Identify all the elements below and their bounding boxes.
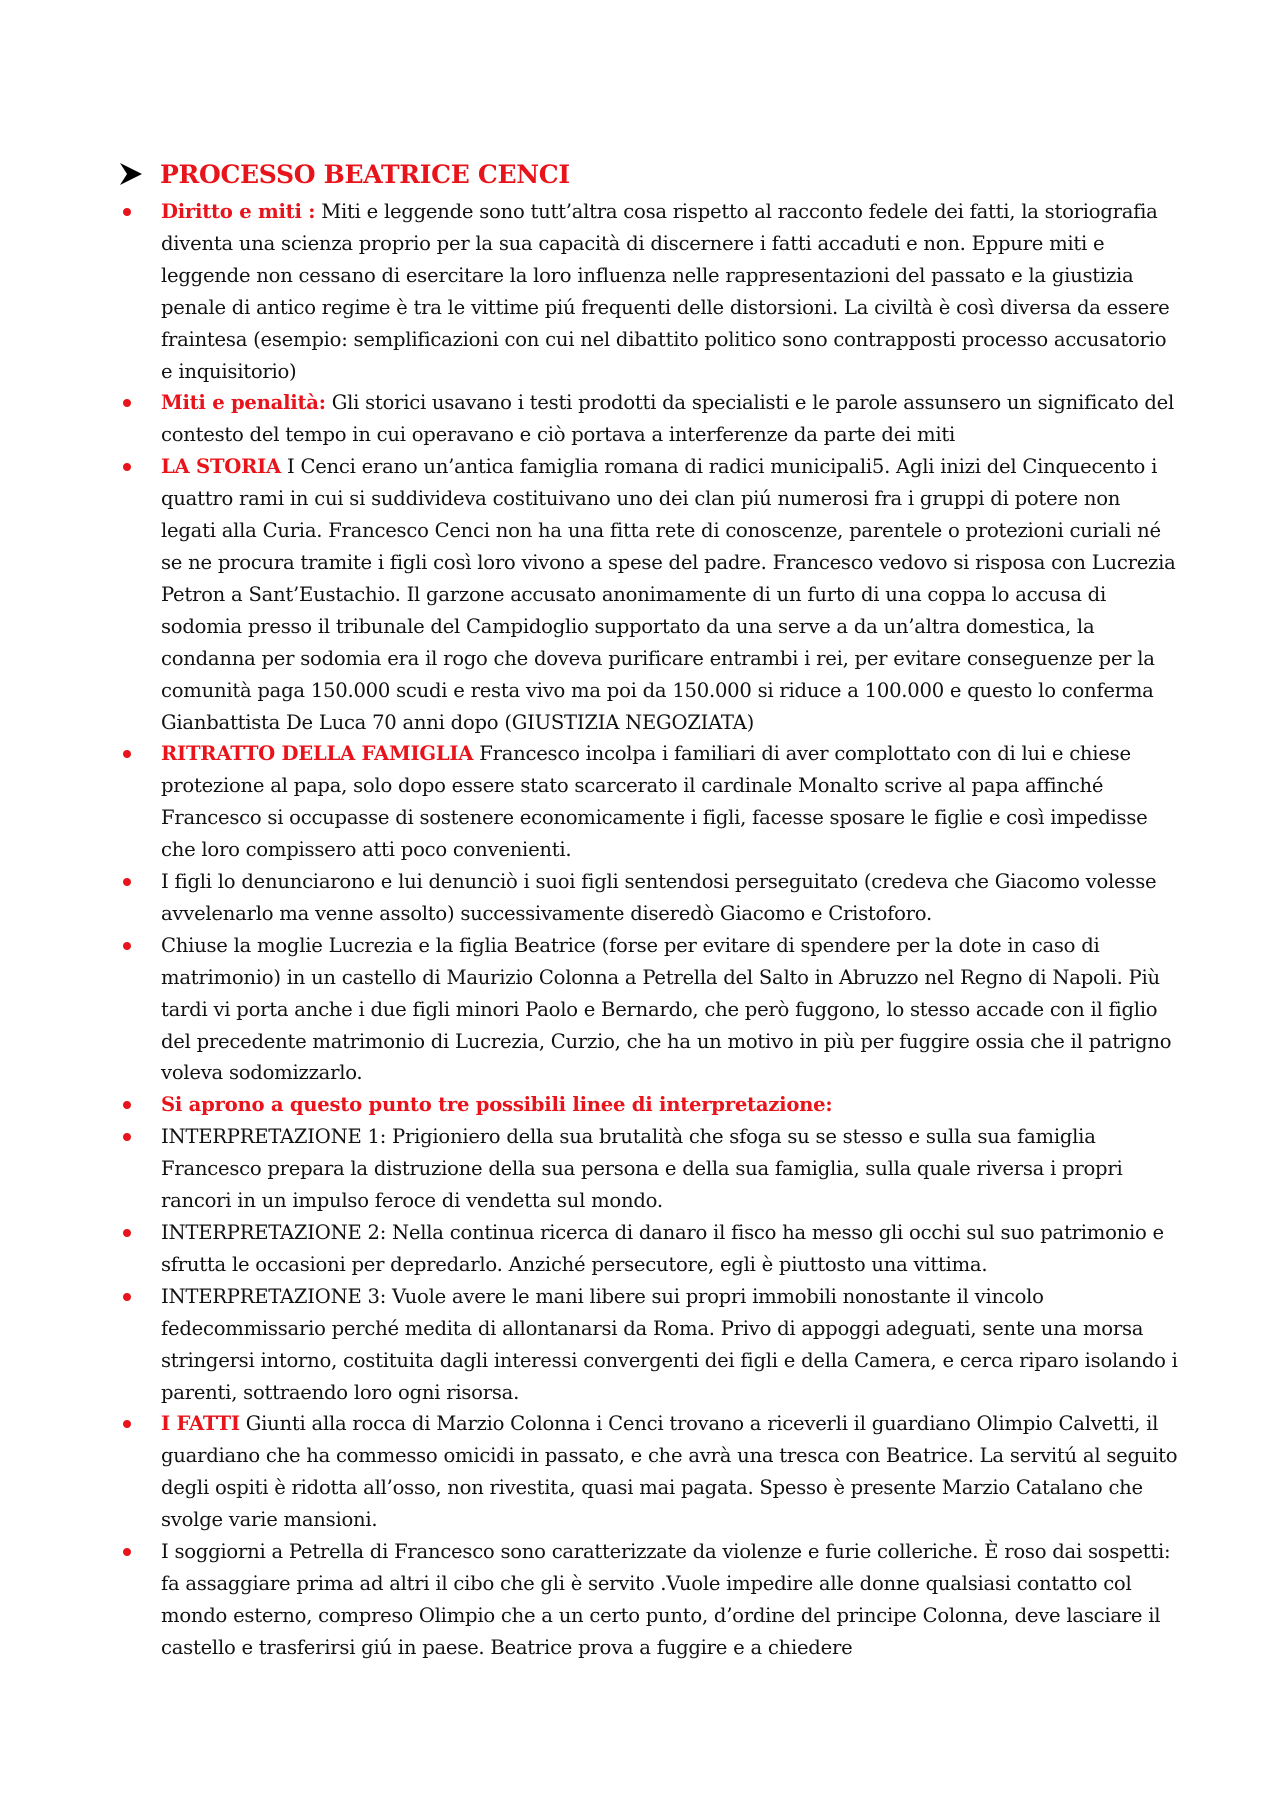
item-text: I Cenci erano un’antica famiglia romana di radici municipali5. Agli inizi del Cinquecento i quattro rami in cui si suddivideva costituivano uno dei clan piú numerosi fra i gruppi di potere non legati alla Curia. Francesco Cenci non ha una fitta rete di conoscenze, parentele o protezioni curiali né se ne procura tramite i figli così loro vivono a spese del padre. Francesco vedovo si risposa con Lucrezia Petron a Sant’Eustachio. Il garzone accusato anonimamente di un furto di una coppa lo accusa di sodomia presso il tribunale del Campidoglio supportato da una serve a da un’altra domestica, la condanna per sodomia era il rogo che doveva purificare entrambi i rei, per evitare conseguenze per la comunità paga 150.000 scudi e resta vivo ma poi da 150.000 si riduce a 100.000 e questo lo conferma Gianbattista De Luca 70 anni dopo (GIUSTIZIA NEGOZIATA) xyxy=(161,455,1176,734)
list-item xyxy=(118,387,1178,451)
list-item xyxy=(118,451,1178,738)
page-title: PROCESSO BEATRICE CENCI xyxy=(160,159,570,189)
list-item xyxy=(118,866,1178,930)
bullet-icon xyxy=(123,1548,131,1556)
item-text: Miti e leggende sono tutt’altra cosa rispetto al racconto fedele dei fatti, la storiografia diventa una scienza proprio per la sua capacità di discernere i fatti accaduti e non. Eppure miti e leggende non cessano di esercitare la loro influenza nelle rappresentazioni del passato e la giustizia penale di antico regime è tra le vittime piú frequenti delle distorsioni. La civiltà è così diversa da essere fraintesa (esempio: semplificazioni con cui nel dibattito politico sono contrapposti processo accusatorio e inquisitorio) xyxy=(161,200,1170,383)
bullet-icon xyxy=(123,399,131,407)
item-heading: I FATTI xyxy=(161,1412,240,1436)
item-text: Gli storici usavano i testi prodotti da specialisti e le parole assunsero un significato del contesto del tempo in cui operavano e ciò portava a interferenze da parte dei miti xyxy=(161,391,1175,447)
list-item xyxy=(118,196,1178,387)
list-item xyxy=(118,1281,1178,1409)
bullet-icon xyxy=(123,1133,131,1141)
list-item xyxy=(118,1217,1178,1281)
item-text: Francesco incolpa i familiari di aver complottato con di lui e chiese protezione al papa, solo dopo essere stato scarcerato il cardinale Monalto scrive al papa affinché Francesco si occupasse di sostenere economicamente i figli, facesse sposare le figlie e così impedisse che loro compissero atti poco convenienti. xyxy=(161,742,1148,862)
list-item xyxy=(118,1536,1178,1664)
bullet-icon xyxy=(123,1420,131,1428)
bullet-icon xyxy=(123,1101,131,1109)
list-item xyxy=(118,1089,1178,1121)
item-text: I soggiorni a Petrella di Francesco sono caratterizzate da violenze e furie colleriche. È roso dai sospetti: fa assaggiare prima ad altri il cibo che gli è servito .Vuole impedire alle donne qualsiasi contatto col mondo esterno, compreso Olimpio che a un certo punto, d’ordine del principe Colonna, deve lasciare il castello e trasferirsi giú in paese. Beatrice prova a fuggire e a chiedere xyxy=(161,1540,1171,1659)
item-text: Chiuse la moglie Lucrezia e la figlia Beatrice (forse per evitare di spendere per la dote in caso di matrimonio) in un castello di Maurizio Colonna a Petrella del Salto in Abruzzo nel Regno di Napoli. Più tardi vi porta anche i due figli minori Paolo e Bernardo, che però fuggono, lo stesso accade con il figlio del precedente matrimonio di Lucrezia, Curzio, che ha un motivo in più per fuggire ossia che il patrigno voleva sodomizzarlo. xyxy=(161,933,1172,1085)
item-text: INTERPRETAZIONE 2: Nella continua ricerca di danaro il fisco ha messo gli occhi sul suo patrimonio e sfrutta le occasioni per depredarlo. Anziché persecutore, egli è piuttosto una vittima. xyxy=(161,1221,1164,1276)
list-item xyxy=(118,1408,1178,1536)
list-item xyxy=(118,1121,1178,1217)
bullet-icon xyxy=(123,1229,131,1237)
item-heading: Diritto e miti : xyxy=(161,200,316,223)
list-item xyxy=(118,930,1178,1090)
bullet-icon xyxy=(123,208,131,216)
bullet-icon xyxy=(123,750,131,758)
bullet-icon xyxy=(123,463,131,471)
item-text: INTERPRETAZIONE 3: Vuole avere le mani libere sui propri immobili nonostante il vincolo fedecommissario perché medita di allontanarsi da Roma. Privo di appoggi adeguati, sente una morsa stringersi intorno, costituita dagli interessi convergenti dei figli e della Camera, e cerca riparo isolando i parenti, sottraendo loro ogni risorsa. xyxy=(161,1284,1178,1404)
item-heading: Miti e penalità: xyxy=(161,391,326,415)
arrow-bullet-icon xyxy=(118,161,144,187)
section-title xyxy=(118,154,570,194)
item-text: INTERPRETAZIONE 1: Prigioniero della sua brutalità che sfoga su se stesso e sulla sua famiglia Francesco prepara la distruzione della sua persona e della sua famiglia, sulla quale riversa i propri rancori in un impulso feroce di vendetta sul mondo. xyxy=(161,1125,1123,1213)
bullet-icon xyxy=(123,942,131,950)
item-text: Giunti alla rocca di Marzio Colonna i Cenci trovano a riceverli il guardiano Olimpio Calvetti, il guardiano che ha commesso omicidi in passato, e che avrà una tresca con Beatrice. La servitú al seguito degli ospiti è ridotta all’osso, non rivestita, quasi mai pagata. Spesso è presente Marzio Catalano che svolge varie mansioni. xyxy=(161,1412,1178,1532)
list-item xyxy=(118,738,1178,866)
item-heading: LA STORIA xyxy=(161,455,282,479)
bullet-icon xyxy=(123,1293,131,1301)
item-text: I figli lo denunciarono e lui denunciò i suoi figli sentendosi perseguitato (credeva che Giacomo volesse avvelenarlo ma venne assolto) successivamente diseredò Giacomo e Cristoforo. xyxy=(161,870,1157,925)
bullet-icon xyxy=(123,878,131,886)
item-heading: RITRATTO DELLA FAMIGLIA xyxy=(161,742,474,766)
item-heading: Si aprono a questo punto tre possibili linee di interpretazione: xyxy=(161,1093,833,1117)
bullet-list xyxy=(118,196,1178,1664)
